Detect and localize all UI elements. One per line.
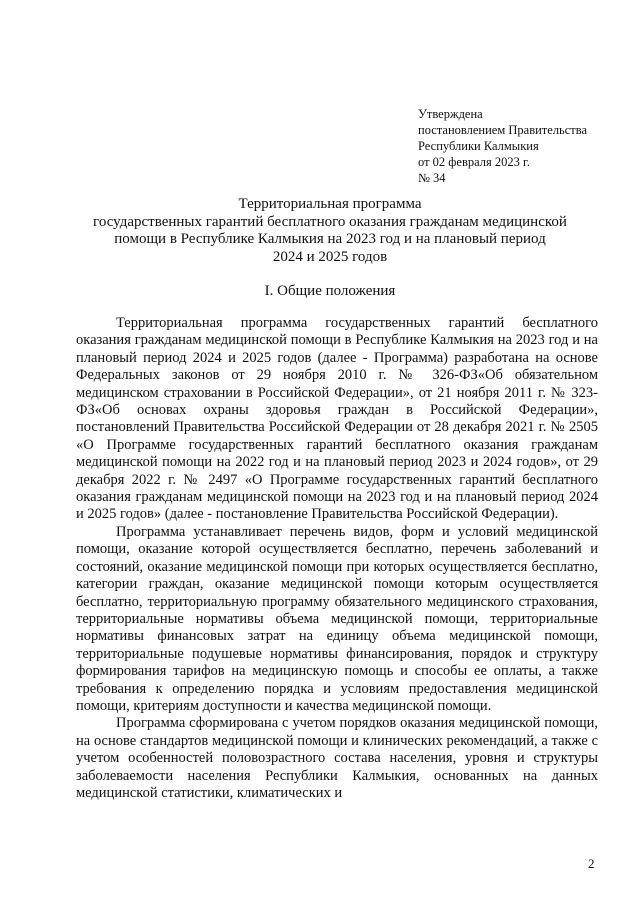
approval-line: постановлением Правительства — [418, 123, 588, 137]
approval-line: № 34 — [418, 171, 446, 185]
title-line: Территориальная программа — [238, 196, 422, 212]
body-paragraph: Территориальная программа государственных гарантий бесплатного оказания гражданам медицинской помощи в Республике Калмыкия на 2023 год и на плановый период 2024 и 2025 годов (далее - Программа) разработана на основе Федеральных законов от 29 ноября 2010 г. № 326-ФЗ«Об обязательном медицинском страховании в Российской Федерации», от 21 ноября 2011 г. № 323-ФЗ«Об основах охраны здоровья граждан в Российской Федерации», постановлений Правительства Российской Федерации от 28 декабря 2021 г. № 2505 «О Программе государственных гарантий бесплатного оказания гражданам медицинской помощи на 2022 год и на плановый период 2023 и 2024 годов», от 29 декабря 2022 г. № 2497 «О Программе государственных гарантий бесплатного оказания гражданам медицинской помощи на 2023 год и на плановый период 2024 и 2025 годов» (далее - постановление Правительства Российской Федерации). — [76, 315, 598, 523]
page-number: 2 — [588, 856, 595, 871]
section-heading: I. Общие положения — [264, 283, 396, 299]
title-line: помощи в Республике Калмыкия на 2023 год и на плановый период — [114, 231, 546, 247]
approval-line: от 02 февраля 2023 г. — [418, 155, 530, 169]
approval-stamp — [418, 106, 628, 186]
approval-line: Республики Калмыкия — [418, 139, 539, 153]
approval-line: Утверждена — [418, 107, 483, 121]
document-body — [76, 315, 598, 802]
body-paragraph: Программа сформирована с учетом порядков оказания медицинской помощи, на основе стандартов медицинской помощи и клинических рекомендаций, а также с учетом особенностей половозрастного состава населения, уровня и структуры заболеваемости населения Республики Калмыкия, основанных на данных медицинской статистики, климатических и — [76, 715, 598, 801]
document-title — [60, 196, 600, 266]
body-paragraph: Программа устанавливает перечень видов, форм и условий медицинской помощи, оказание которой осуществляется бесплатно, перечень заболеваний и состояний, оказание медицинской помощи при которых осуществляется бесплатно, категории граждан, оказание медицинской помощи которым осуществляется бесплатно, территориальную программу обязательного медицинского страхования, территориальные нормативы объема медицинской помощи, территориальные нормативы финансовых затрат на единицу объема медицинской помощи, территориальные подушевые нормативы финансирования, порядок и структуру формирования тарифов на медицинскую помощь и способы ее оплаты, а также требования к определению порядка и условиям предоставления медицинской помощи, критериям доступности и качества медицинской помощи. — [76, 523, 598, 714]
title-line: 2024 и 2025 годов — [272, 248, 388, 265]
title-line: государственных гарантий бесплатного оказания гражданам медицинской — [93, 213, 567, 230]
